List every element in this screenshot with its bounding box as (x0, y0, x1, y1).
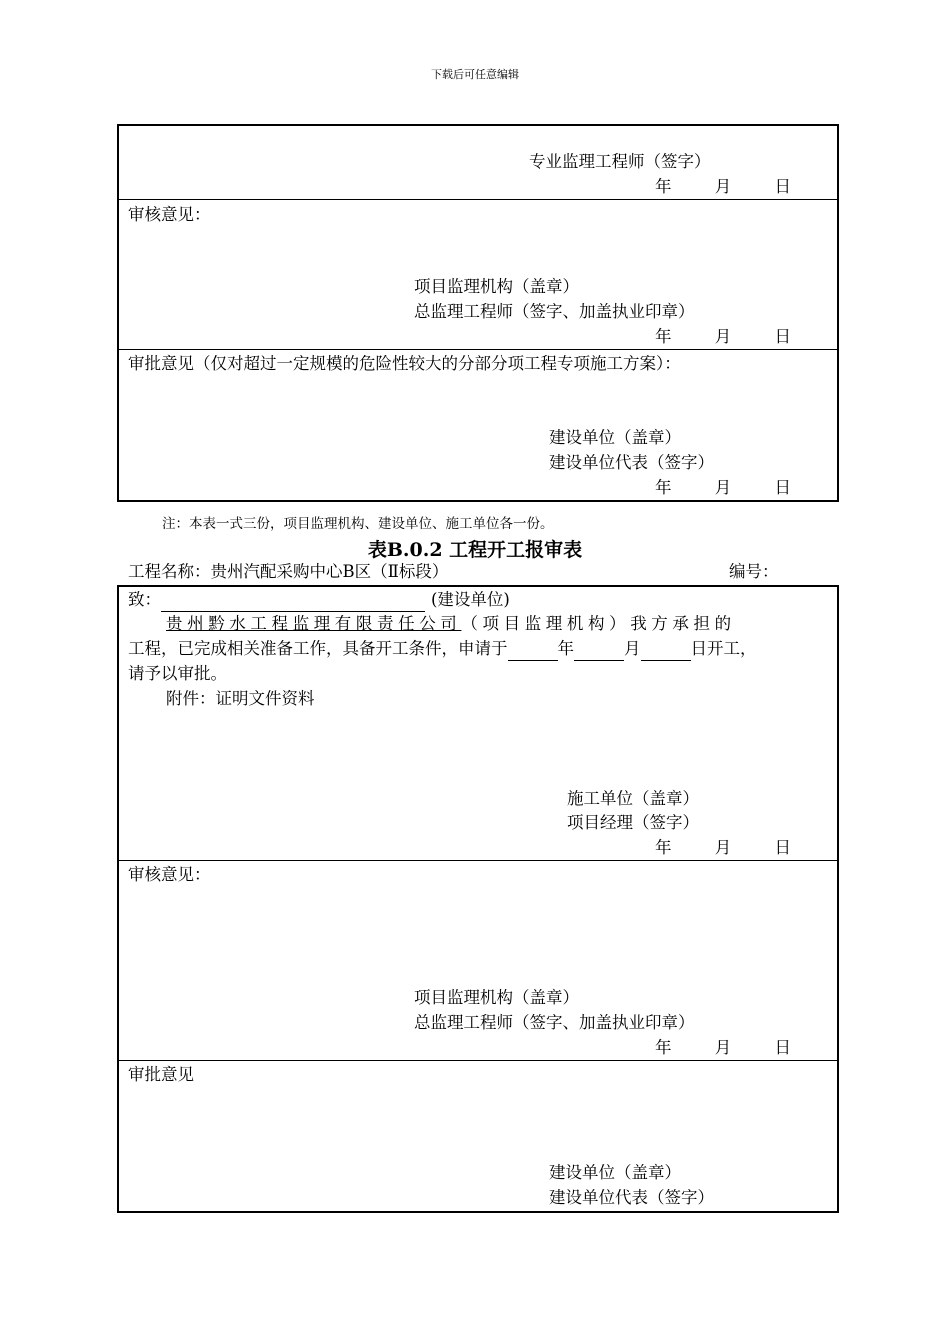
year-label: 年 (655, 327, 672, 346)
month-label: 月 (714, 478, 732, 497)
table-2-divider-1 (117, 860, 839, 861)
body-line-1 (166, 611, 736, 636)
year-label: 年 (655, 838, 672, 857)
body-line-2 (128, 636, 757, 661)
date-line (655, 324, 791, 349)
review-label: 审核意见： (128, 865, 211, 884)
year-blank (508, 641, 558, 661)
year-label: 年 (655, 478, 672, 497)
form-title: 表B.0.2 工程开工报审表 (367, 539, 583, 561)
month-label: 月 (714, 838, 732, 857)
project-name-label: 工程名称：贵州汽配采购中心B区（Ⅱ标段） (128, 562, 449, 581)
table-note: 注：本表一式三份，项目监理机构、建设单位、施工单位各一份。 (162, 516, 554, 532)
body-text-2c: 月 (624, 639, 641, 658)
body-text-2d: 日开工， (690, 639, 757, 658)
chief-engineer-label: 总监理工程师（签字、加盖执业印章） (414, 1013, 695, 1032)
contractor-seal-label: 施工单位（盖章） (567, 789, 699, 808)
day-label: 日 (774, 327, 791, 346)
owner-seal-label: 建设单位（盖章） (549, 428, 681, 447)
month-label: 月 (714, 177, 732, 196)
day-label: 日 (774, 1038, 791, 1057)
year-label: 年 (655, 1038, 672, 1057)
day-label: 日 (774, 177, 791, 196)
table-2-divider-2 (117, 1060, 839, 1061)
date-line (655, 835, 791, 860)
supervision-org-label: 项目监理机构（盖章） (414, 277, 579, 296)
to-line (128, 587, 510, 612)
specialist-sign-label: 专业监理工程师（签字） (529, 152, 711, 171)
approval-label: 审批意见（仅对超过一定规模的危险性较大的分部分项工程专项施工方案）： (128, 354, 681, 373)
day-label: 日 (774, 478, 791, 497)
owner-rep-label: 建设单位代表（签字） (549, 453, 714, 472)
to-suffix: (建设单位) (431, 590, 510, 609)
owner-rep-label: 建设单位代表（签字） (549, 1188, 714, 1207)
table-1-divider-2 (117, 349, 839, 350)
table-1-divider-1 (117, 199, 839, 200)
review-label: 审核意见： (128, 205, 211, 224)
project-manager-sign-label: 项目经理（签字） (567, 813, 699, 832)
date-line (655, 475, 791, 500)
date-line (655, 1035, 791, 1060)
owner-blank (161, 592, 425, 612)
year-label: 年 (655, 177, 672, 196)
body-text-1: （项目监理机构）我方承担的 (461, 614, 736, 633)
owner-seal-label: 建设单位（盖章） (549, 1163, 681, 1182)
header-note: 下载后可任意编辑 (431, 68, 519, 81)
number-label: 编号： (729, 562, 779, 581)
chief-engineer-label: 总监理工程师（签字、加盖执业印章） (414, 302, 695, 321)
company-name: 贵州黔水工程监理有限责任公司 (166, 614, 462, 633)
body-text-2b: 年 (557, 639, 574, 658)
supervision-org-label: 项目监理机构（盖章） (414, 988, 579, 1007)
approval-label: 审批意见 (128, 1065, 194, 1084)
month-label: 月 (714, 1038, 732, 1057)
body-text-2a: 工程，已完成相关准备工作，具备开工条件，申请于 (128, 639, 508, 658)
month-blank (574, 641, 624, 661)
date-line (655, 174, 791, 199)
month-label: 月 (714, 327, 732, 346)
day-blank (641, 641, 691, 661)
body-line-3: 请予以审批。 (128, 664, 227, 683)
day-label: 日 (774, 838, 791, 857)
to-label: 致： (128, 590, 161, 609)
attachment-label: 附件：证明文件资料 (166, 689, 315, 708)
